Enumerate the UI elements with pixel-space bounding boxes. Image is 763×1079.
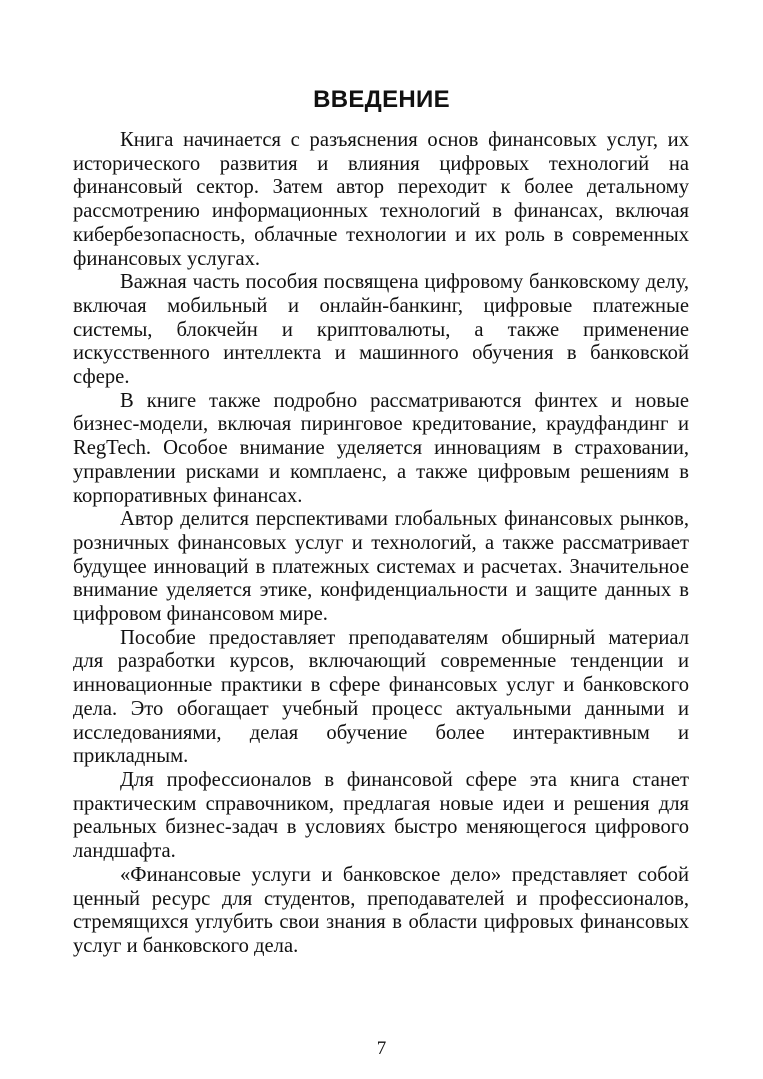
body-text <box>73 129 689 959</box>
paragraph-conclusion: «Финансовые услуги и банковское дело» представляет собой ценный ресурс для студентов, преподавателей и профессионалов, стремящихся углубить свои знания в области цифровых финансовых услуг и банковского дела. <box>73 863 689 957</box>
paragraph-global-markets: Автор делится перспективами глобальных финансовых рынков, розничных финансовых услуг и технологий, а также рассматривает будущее инноваций в платежных системах и расчетах. Значительное внимание уделяется этике, конфиденциальности и защите данных в цифровом финансовом мире. <box>73 508 689 626</box>
paragraph-fintech: В книге также подробно рассматриваются финтех и новые бизнес-модели, включая пиринговое кредитование, краудфандинг и RegTech. Особое внимание уделяется инновациям в страховании, управлении рисками и комплаенс, а также цифровым решениям в корпоративных финансах. <box>73 389 689 507</box>
paragraph-professionals: Для профессионалов в финансовой сфере эта книга станет практическим справочником, предлагая новые идеи и решения для реальных бизнес-задач в условиях быстро меняющегося цифрового ландшафта. <box>73 768 689 863</box>
paragraph-intro: Книга начинается с разъяснения основ финансовых услуг, их исторического развития и влияния цифровых технологий на финансовый сектор. Затем автор переходит к более детальному рассмотрению информационных технологий в финансах, включая кибербезопасность, облачные технологии и их роль в современных финансовых услугах. <box>73 129 689 270</box>
page-number: 7 <box>376 1038 387 1059</box>
paragraph-teachers: Пособие предоставляет преподавателям обширный материал для разработки курсов, включающий современные тенденции и инновационные практики в сфере финансовых услуг и банковского дела. Это обогащает учебный процесс актуальными данными и исследованиями, делая обучение более интерактивным и прикладным. <box>73 626 689 768</box>
paragraph-digital-banking: Важная часть пособия посвящена цифровому банковскому делу, включая мобильный и онлайн-банкинг, цифровые платежные системы, блокчейн и криптовалюты, а также применение искусственного интеллекта и машинного обучения в банковской сфере. <box>73 271 689 389</box>
page-title: ВВЕДЕНИЕ <box>313 86 450 113</box>
